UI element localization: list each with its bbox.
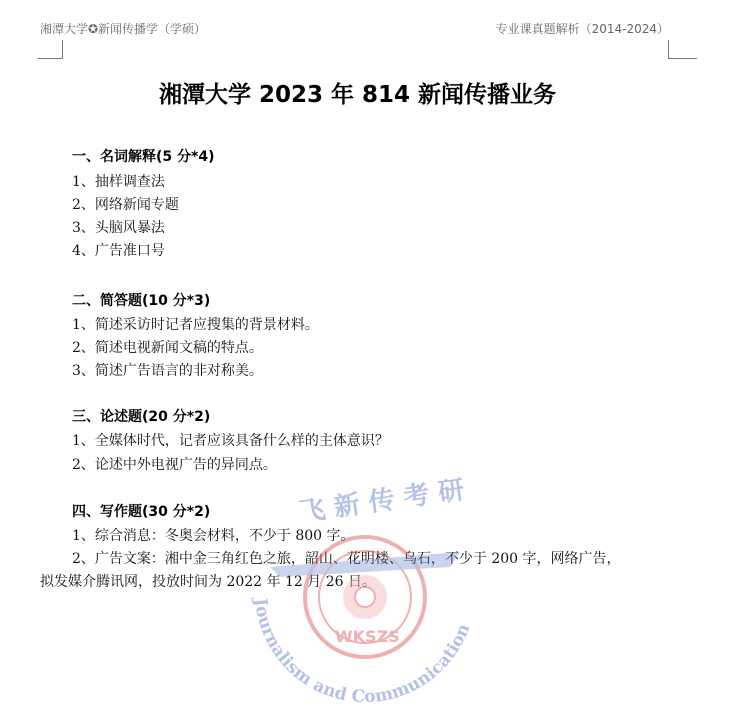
question-item: 1、简述采访时记者应搜集的背景材料。 <box>72 317 319 333</box>
question-item: 2、广告文案：湘中金三角红色之旅，韶山、花明楼、乌石，不少于 200 字，网络广告， <box>72 551 621 567</box>
question-item: 1、全媒体时代，记者应该具备什么样的主体意识？ <box>72 433 389 449</box>
question-item-continuation: 拟发媒介腾讯网，投放时间为 2022 年 12 月 26 日。 <box>40 574 376 590</box>
question-item: 2、论述中外电视广告的异同点。 <box>72 457 277 473</box>
svg-text:飞 新 传 考 研: 飞 新 传 考 研 <box>297 475 467 528</box>
header-left-text: 湘潭大学✪新闻传播学（学硕） <box>40 22 207 36</box>
question-item: 2、简述电视新闻文稿的特点。 <box>72 340 263 356</box>
crop-mark-right <box>668 40 697 59</box>
question-item: 1、抽样调查法 <box>72 174 165 190</box>
question-item: 1、综合消息：冬奥会材料，不少于 800 字。 <box>72 528 355 544</box>
crop-mark-left <box>38 40 63 59</box>
svg-text:WKSZS: WKSZS <box>335 627 400 646</box>
section-heading-writing: 四、写作题(30 分*2) <box>72 504 211 520</box>
section-heading-essay: 三、论述题(20 分*2) <box>72 409 211 425</box>
question-item: 4、广告准口号 <box>72 243 165 259</box>
question-item: 3、头脑风暴法 <box>72 220 165 236</box>
document-title: 湘潭大学 2023 年 814 新闻传播业务 <box>158 82 557 108</box>
svg-text:Journalism and Communication: Journalism and Communication <box>250 597 475 708</box>
section-heading-short-answer: 二、简答题(10 分*3) <box>72 293 211 309</box>
question-item: 2、网络新闻专题 <box>72 197 179 213</box>
question-item: 3、简述广告语言的非对称美。 <box>72 363 263 379</box>
header-right-text: 专业课真题解析（2014-2024） <box>495 22 669 36</box>
section-heading-definitions: 一、名词解释(5 分*4) <box>72 149 215 165</box>
watermark-logo <box>230 472 500 712</box>
